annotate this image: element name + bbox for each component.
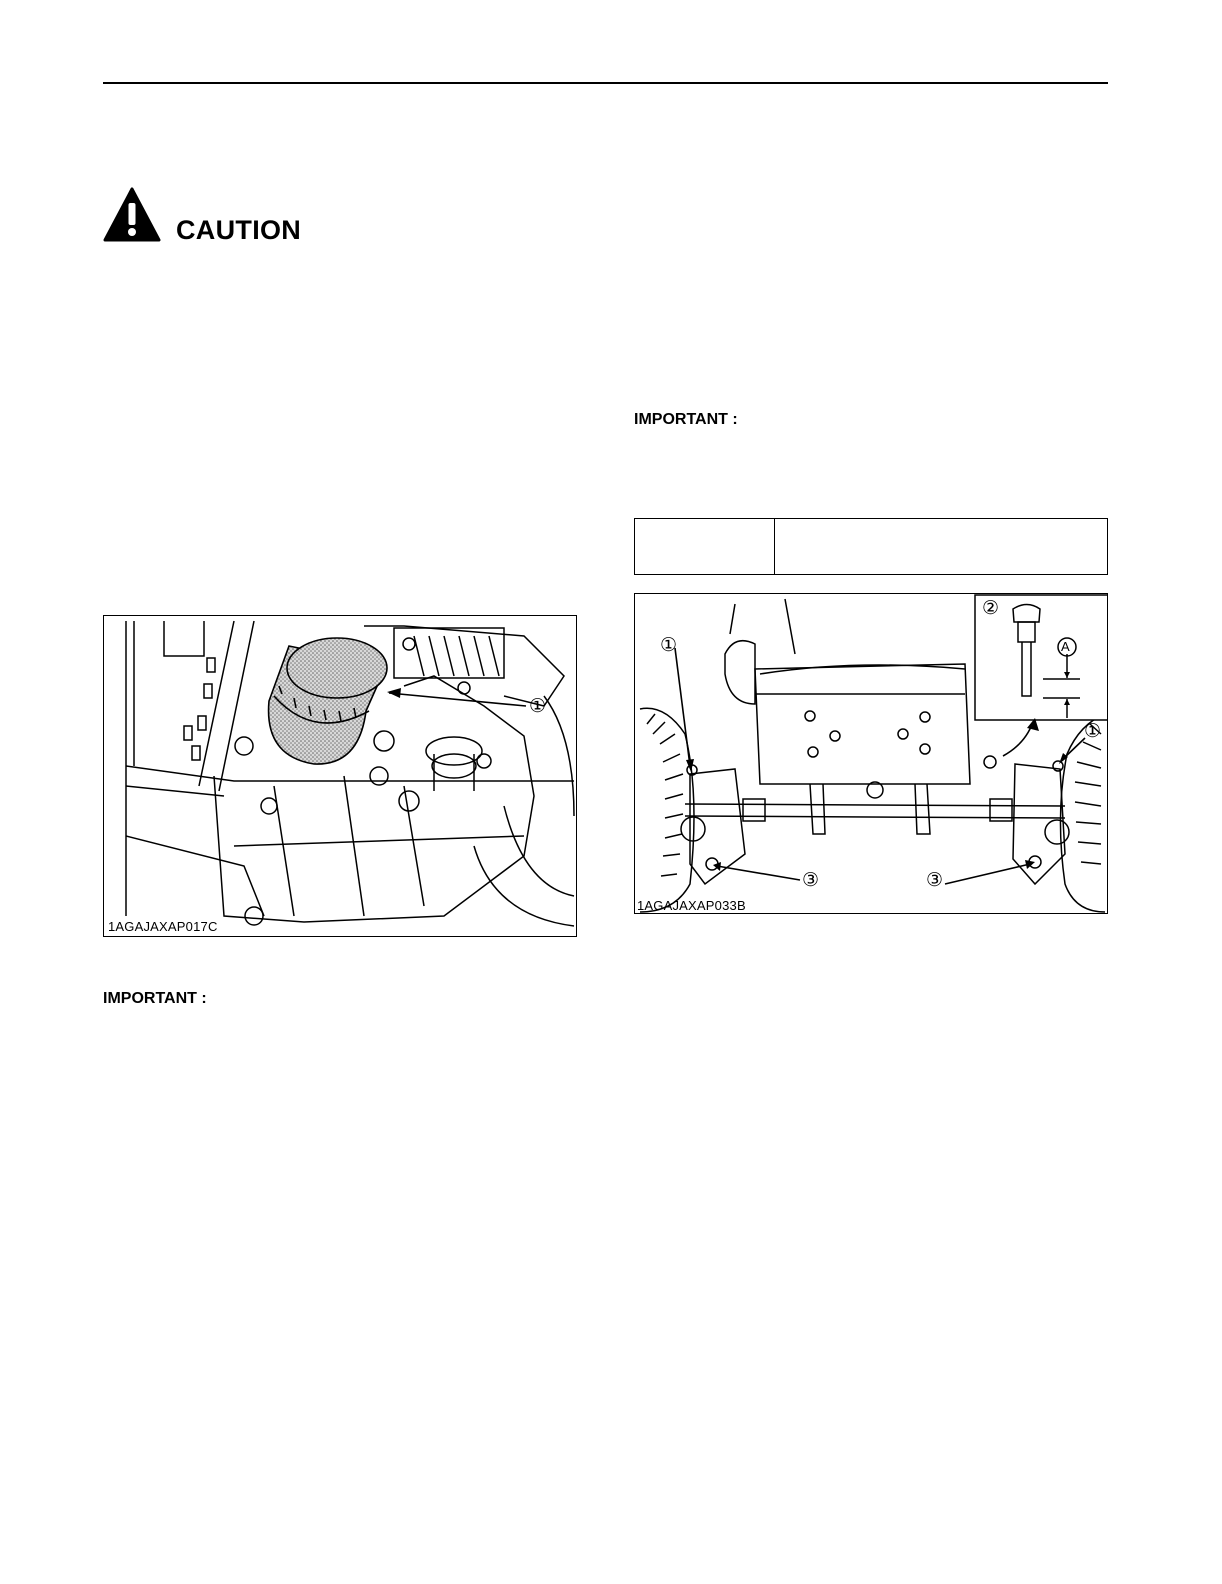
front-axle-illustration xyxy=(635,594,1108,914)
callout-2: ② xyxy=(982,598,1000,619)
callout-1-left: ① xyxy=(660,635,678,656)
figure-front-axle xyxy=(634,593,1108,914)
oil-filter-illustration xyxy=(104,616,577,937)
spec-table-value-cell xyxy=(775,519,1107,574)
callout-1: ① xyxy=(529,696,547,717)
figure-code: 1AGAJAXAP017C xyxy=(108,919,218,934)
caution-label: CAUTION xyxy=(176,215,302,245)
callout-3-right: ③ xyxy=(926,870,944,891)
spec-table xyxy=(634,518,1108,575)
callout-3-left: ③ xyxy=(802,870,820,891)
callout-1-right: ① xyxy=(1084,721,1102,742)
figure-code: 1AGAJAXAP033B xyxy=(637,898,746,913)
important-label-right: IMPORTANT : xyxy=(634,411,738,428)
important-label-left: IMPORTANT : xyxy=(103,990,207,1007)
warning-triangle-icon xyxy=(103,186,161,244)
figure-oil-filter xyxy=(103,615,577,937)
header-rule xyxy=(103,82,1108,84)
spec-table-label-cell xyxy=(635,519,775,574)
inset-letter-a: A xyxy=(1061,639,1070,654)
